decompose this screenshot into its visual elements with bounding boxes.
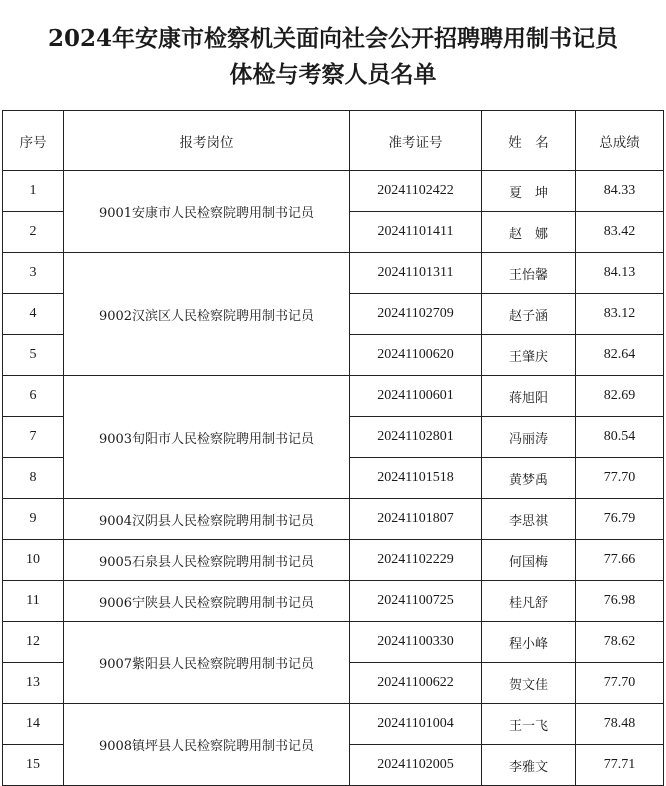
exam-no-cell: 20241101518 bbox=[350, 458, 482, 499]
name-cell: 冯丽涛 bbox=[482, 417, 576, 458]
score-cell: 84.13 bbox=[576, 253, 664, 294]
exam-no-cell: 20241101004 bbox=[350, 704, 482, 745]
table-row bbox=[3, 540, 664, 581]
seq-cell: 5 bbox=[3, 335, 64, 376]
header-seq: 序号 bbox=[3, 111, 64, 171]
header-position: 报考岗位 bbox=[64, 111, 350, 171]
table-row bbox=[3, 622, 664, 663]
name-cell: 何国梅 bbox=[482, 540, 576, 581]
name-cell: 桂凡舒 bbox=[482, 581, 576, 622]
table-row bbox=[3, 499, 664, 540]
score-cell: 76.98 bbox=[576, 581, 664, 622]
seq-cell: 10 bbox=[3, 540, 64, 581]
position-cell: 9008镇坪县人民检察院聘用制书记员 bbox=[64, 704, 350, 786]
score-cell: 77.70 bbox=[576, 663, 664, 704]
document-title-line2: 体检与考察人员名单 bbox=[229, 61, 437, 88]
score-cell: 83.12 bbox=[576, 294, 664, 335]
seq-cell: 1 bbox=[3, 171, 64, 212]
table-row bbox=[3, 704, 664, 745]
seq-cell: 3 bbox=[3, 253, 64, 294]
seq-cell: 15 bbox=[3, 745, 64, 786]
header-score: 总成绩 bbox=[576, 111, 664, 171]
table-row bbox=[3, 376, 664, 417]
exam-no-cell: 20241101411 bbox=[350, 212, 482, 253]
score-cell: 84.33 bbox=[576, 171, 664, 212]
position-cell: 9006宁陕县人民检察院聘用制书记员 bbox=[64, 581, 350, 622]
score-cell: 77.70 bbox=[576, 458, 664, 499]
table-header-row bbox=[3, 111, 664, 171]
score-cell: 78.48 bbox=[576, 704, 664, 745]
position-cell: 9002汉滨区人民检察院聘用制书记员 bbox=[64, 253, 350, 376]
exam-no-cell: 20241102422 bbox=[350, 171, 482, 212]
candidate-table bbox=[2, 110, 664, 786]
seq-cell: 9 bbox=[3, 499, 64, 540]
position-cell: 9001安康市人民检察院聘用制书记员 bbox=[64, 171, 350, 253]
seq-cell: 4 bbox=[3, 294, 64, 335]
seq-cell: 11 bbox=[3, 581, 64, 622]
exam-no-cell: 20241102801 bbox=[350, 417, 482, 458]
seq-cell: 6 bbox=[3, 376, 64, 417]
exam-no-cell: 20241100622 bbox=[350, 663, 482, 704]
table-row bbox=[3, 581, 664, 622]
exam-no-cell: 20241102709 bbox=[350, 294, 482, 335]
score-cell: 77.66 bbox=[576, 540, 664, 581]
seq-cell: 8 bbox=[3, 458, 64, 499]
exam-no-cell: 20241102005 bbox=[350, 745, 482, 786]
seq-cell: 7 bbox=[3, 417, 64, 458]
header-name: 姓 名 bbox=[482, 111, 576, 171]
score-cell: 77.71 bbox=[576, 745, 664, 786]
exam-no-cell: 20241101807 bbox=[350, 499, 482, 540]
exam-no-cell: 20241100601 bbox=[350, 376, 482, 417]
header-exam-no: 准考证号 bbox=[350, 111, 482, 171]
name-cell: 李雅文 bbox=[482, 745, 576, 786]
name-cell: 蒋旭阳 bbox=[482, 376, 576, 417]
name-cell: 王怡馨 bbox=[482, 253, 576, 294]
position-cell: 9007紫阳县人民检察院聘用制书记员 bbox=[64, 622, 350, 704]
name-cell: 赵子涵 bbox=[482, 294, 576, 335]
name-cell: 夏 坤 bbox=[482, 171, 576, 212]
seq-cell: 13 bbox=[3, 663, 64, 704]
position-cell: 9004汉阴县人民检察院聘用制书记员 bbox=[64, 499, 350, 540]
name-cell: 王肇庆 bbox=[482, 335, 576, 376]
document-title-line1: 2024年安康市检察机关面向社会公开招聘聘用制书记员 bbox=[47, 25, 618, 52]
table-row bbox=[3, 171, 664, 212]
exam-no-cell: 20241100620 bbox=[350, 335, 482, 376]
exam-no-cell: 20241101311 bbox=[350, 253, 482, 294]
seq-cell: 2 bbox=[3, 212, 64, 253]
seq-cell: 14 bbox=[3, 704, 64, 745]
position-cell: 9003旬阳市人民检察院聘用制书记员 bbox=[64, 376, 350, 499]
exam-no-cell: 20241100330 bbox=[350, 622, 482, 663]
table-row bbox=[3, 253, 664, 294]
name-cell: 李思祺 bbox=[482, 499, 576, 540]
score-cell: 80.54 bbox=[576, 417, 664, 458]
exam-no-cell: 20241102229 bbox=[350, 540, 482, 581]
name-cell: 王一飞 bbox=[482, 704, 576, 745]
score-cell: 78.62 bbox=[576, 622, 664, 663]
name-cell: 程小峰 bbox=[482, 622, 576, 663]
name-cell: 贺文佳 bbox=[482, 663, 576, 704]
score-cell: 76.79 bbox=[576, 499, 664, 540]
name-cell: 黄梦禹 bbox=[482, 458, 576, 499]
seq-cell: 12 bbox=[3, 622, 64, 663]
score-cell: 82.64 bbox=[576, 335, 664, 376]
score-cell: 83.42 bbox=[576, 212, 664, 253]
score-cell: 82.69 bbox=[576, 376, 664, 417]
position-cell: 9005石泉县人民检察院聘用制书记员 bbox=[64, 540, 350, 581]
name-cell: 赵 娜 bbox=[482, 212, 576, 253]
exam-no-cell: 20241100725 bbox=[350, 581, 482, 622]
